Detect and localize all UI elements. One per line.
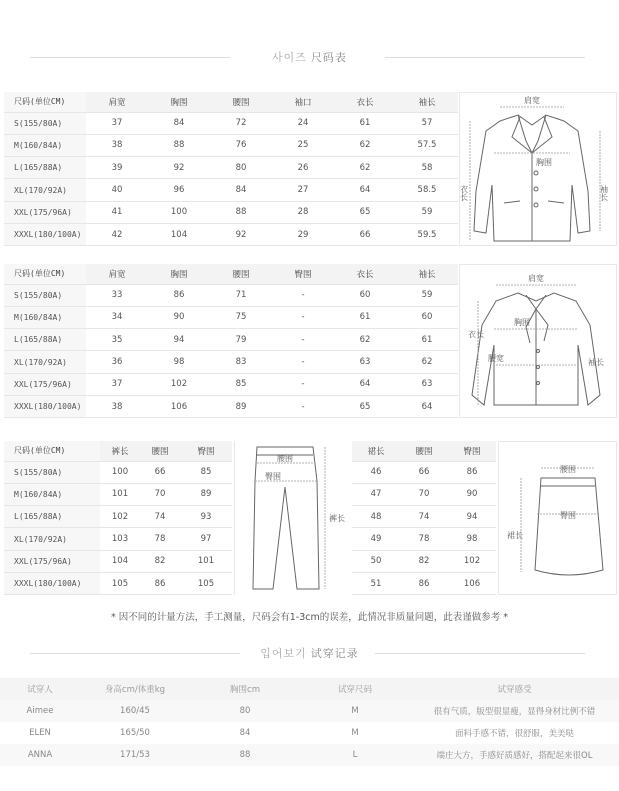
blouse-size-table [4,264,458,418]
size-chart-title: 사이즈 尺码表 [262,49,357,65]
table-row [4,528,232,550]
skirt-size-table [352,441,496,595]
table-cell: 74 [400,506,448,528]
table-row [4,395,458,417]
table-cell: 48 [352,506,400,528]
chest-label: 胸围 [514,318,530,327]
column-header: 试穿尺码 [300,678,410,700]
sleeve-label: 袖长 [599,185,609,201]
table-cell: 62 [334,329,396,351]
column-header: 腰围 [210,264,272,284]
shoulder-label: 肩宽 [528,274,544,283]
table-cell: 61 [334,306,396,328]
table-cell: L [300,744,410,766]
table-cell: 105 [180,572,232,594]
table-cell: 57 [396,112,458,134]
table-cell: 102 [448,550,496,572]
pants-size-table [4,441,232,595]
table-cell: 76 [210,134,272,156]
table-cell: ELEN [29,728,51,738]
table-cell: M(160/84A) [4,483,100,505]
table-cell: 86 [140,572,180,594]
trial-record-table [0,678,619,766]
table-cell: 94 [448,506,496,528]
table-cell: 84 [239,728,251,738]
table-row [4,373,458,395]
table-cell: 46 [352,461,400,483]
header-row [4,441,232,461]
waist-label: 腰围 [277,454,293,463]
table-cell: XXL(175/96A) [4,373,86,395]
column-header: 臀围 [272,264,334,284]
table-row [4,329,458,351]
table-cell: 60 [334,284,396,306]
table-cell: 104 [148,223,210,245]
table-cell: 86 [148,284,210,306]
table-cell: 66 [140,461,180,483]
header-row [0,678,619,700]
jacket-diagram [459,92,617,246]
table-cell: 57.5 [396,134,458,156]
table-cell: 70 [400,483,448,505]
column-header: 衣长 [334,264,396,284]
column-header: 试穿人 [0,678,80,700]
table-cell: 59 [396,201,458,223]
table-cell: 71 [210,284,272,306]
table-cell: 28 [272,201,334,223]
table-cell: 100 [148,201,210,223]
column-header: 胸围cm [190,678,300,700]
table-cell: 66 [400,461,448,483]
table-cell: S(155/80A) [4,284,86,306]
table-cell: 105 [100,572,140,594]
table-cell: 37 [86,373,148,395]
table-cell: 82 [400,550,448,572]
column-header: 胸围 [148,264,210,284]
table-cell: 63 [396,373,458,395]
waist-label: 腰围 [560,465,576,474]
table-row [352,528,496,550]
divider [30,57,230,58]
table-cell: 47 [352,483,400,505]
table-cell: 26 [272,157,334,179]
table-cell: S(155/80A) [4,112,86,134]
table-cell: XXL(175/96A) [4,201,86,223]
table-cell: 63 [334,351,396,373]
table-cell: 61 [396,329,458,351]
table-cell: 62 [334,134,396,156]
table-cell: 29 [272,223,334,245]
table-row [4,157,458,179]
table-cell: 79 [210,329,272,351]
divider [385,57,585,58]
table-cell: - [272,351,334,373]
column-header: 腰围 [210,92,272,112]
table-cell: 82 [140,550,180,572]
column-header: 袖长 [396,92,458,112]
table-cell: 88 [190,744,300,766]
table-row [4,506,232,528]
table-row [4,223,458,245]
table-cell: XL(170/92A) [4,528,100,550]
table-row [4,461,232,483]
blouse-diagram [459,264,617,418]
column-header: 臀围 [180,441,232,461]
table-row [0,722,619,744]
header-row [4,92,458,112]
table-cell: 90 [148,306,210,328]
table-cell: 34 [86,306,148,328]
column-header: 肩宽 [86,92,148,112]
table-cell: 65 [334,201,396,223]
divider [375,653,585,654]
table-cell: 38 [86,395,148,417]
table-cell: 101 [180,550,232,572]
table-cell: 38 [86,134,148,156]
table-cell: 104 [100,550,140,572]
table-cell: 171/53 [80,744,190,766]
table-cell: 98 [448,528,496,550]
jacket-size-table [4,92,458,246]
table-cell: 84 [148,112,210,134]
table-row [0,744,619,766]
table-cell: M(160/84A) [4,134,86,156]
table-row [4,306,458,328]
divider [30,653,240,654]
table-cell: 88 [148,134,210,156]
column-header: 尺码(单位CM) [4,264,86,284]
header-row [4,264,458,284]
table-cell: 58.5 [396,179,458,201]
table-cell: 102 [100,506,140,528]
trial-record-header [0,643,619,663]
table-cell: 66 [334,223,396,245]
table-cell: 92 [210,223,272,245]
table-cell: 33 [86,284,148,306]
chest-label: 胸围 [536,158,552,167]
table-cell: 64 [334,373,396,395]
table-cell: 60 [396,306,458,328]
table-cell: 41 [86,201,148,223]
table-row [0,700,619,722]
table-cell: 103 [100,528,140,550]
table-cell: 61 [334,112,396,134]
table-cell: 62 [334,157,396,179]
size-disclaimer: * 因不同的计量方法，手工测量，尺码会有1-3cm的误差，此情况非质量问题，此表谨做参考 * [110,612,509,623]
waist-label: 腰宽 [488,354,504,363]
table-cell: 58 [396,157,458,179]
table-cell: L(165/88A) [4,506,100,528]
table-row [4,550,232,572]
table-row [352,461,496,483]
table-cell: 64 [334,179,396,201]
table-cell: 59.5 [396,223,458,245]
table-cell: 98 [148,351,210,373]
column-header: 臀围 [448,441,496,461]
table-cell: 83 [210,351,272,373]
table-cell: 96 [148,179,210,201]
hip-label: 臀围 [265,472,281,481]
table-cell: 74 [140,506,180,528]
table-cell: L(165/88A) [4,329,86,351]
table-cell: M(160/84A) [4,306,86,328]
column-header: 胸围 [148,92,210,112]
table-cell: 42 [86,223,148,245]
table-cell: 39 [86,157,148,179]
table-cell: 86 [400,572,448,594]
table-cell: 93 [180,506,232,528]
column-header: 腰围 [400,441,448,461]
table-cell: 51 [352,572,400,594]
table-cell: 59 [396,284,458,306]
table-cell: XXXL(180/100A) [4,572,100,594]
table-cell: XL(170/92A) [4,179,86,201]
table-cell: 端庄大方，手感好质感好，搭配起来很OL [410,744,619,766]
length-label: 衣长 [460,185,469,201]
table-cell: 100 [100,461,140,483]
table-cell: 90 [448,483,496,505]
table-cell: 很有气质，版型很显瘦，显得身材比例不错 [410,700,619,722]
table-cell: 36 [86,351,148,373]
table-cell: - [272,329,334,351]
table-cell: 78 [140,528,180,550]
table-row [4,483,232,505]
table-cell: 25 [272,134,334,156]
table-cell: XXXL(180/100A) [4,223,86,245]
table-cell: Aimee [0,700,80,722]
column-header: 尺码(单位CM) [4,441,100,461]
table-row [352,572,496,594]
table-row [4,572,232,594]
table-cell: 165/50 [120,728,150,738]
table-cell: 78 [400,528,448,550]
column-header: 衣长 [334,92,396,112]
table-cell: 65 [334,395,396,417]
table-row [4,112,458,134]
table-cell: - [272,306,334,328]
table-cell: M [351,728,359,738]
table-cell: 37 [86,112,148,134]
table-cell: 106 [148,395,210,417]
table-cell: 89 [180,483,232,505]
column-header: 肩宽 [86,264,148,284]
table-cell: 35 [86,329,148,351]
table-cell: M [300,700,410,722]
table-cell: XXL(175/96A) [4,550,100,572]
trial-record-title: 입어보기 试穿记录 [250,645,369,661]
table-cell: 面料手感不错，很舒服，美美哒 [454,729,574,739]
table-cell: 84 [210,179,272,201]
length-label: 裤长 [329,514,345,523]
table-cell: 85 [210,373,272,395]
skirt-diagram [498,441,617,595]
table-cell: 49 [352,528,400,550]
table-cell: 160/45 [80,700,190,722]
sleeve-label: 袖长 [588,358,604,367]
table-cell: XXXL(180/100A) [4,395,86,417]
table-cell: 70 [140,483,180,505]
column-header: 袖口 [272,92,334,112]
table-cell: 106 [448,572,496,594]
pants-diagram [234,441,348,595]
table-cell: 40 [86,179,148,201]
table-cell: 72 [210,112,272,134]
table-row [352,506,496,528]
length-label: 衣长 [468,330,484,339]
table-cell: 97 [180,528,232,550]
column-header: 裤长 [100,441,140,461]
table-cell: 24 [272,112,334,134]
table-cell: 62 [396,351,458,373]
column-header: 身高cm/体重kg [80,678,190,700]
table-cell: 94 [148,329,210,351]
table-cell: 80 [210,157,272,179]
size-chart-header [0,47,619,67]
table-cell: - [272,395,334,417]
table-cell: 89 [210,395,272,417]
table-cell: XL(170/92A) [4,351,86,373]
column-header: 裙长 [352,441,400,461]
table-cell: 80 [190,700,300,722]
column-header: 袖长 [396,264,458,284]
table-row [352,483,496,505]
table-cell: 92 [148,157,210,179]
column-header: 腰围 [140,441,180,461]
column-header: 尺码(单位CM) [4,92,86,112]
table-row [4,179,458,201]
table-cell: 27 [272,179,334,201]
table-cell: ANNA [0,744,80,766]
table-cell: - [272,373,334,395]
table-cell: L(165/88A) [4,157,86,179]
table-cell: 102 [148,373,210,395]
table-cell: 75 [210,306,272,328]
table-cell: - [272,284,334,306]
table-row [352,550,496,572]
table-cell: 50 [352,550,400,572]
table-cell: 88 [210,201,272,223]
shoulder-label: 肩宽 [524,96,540,105]
table-row [4,134,458,156]
table-cell: 101 [100,483,140,505]
table-row [4,201,458,223]
hip-label: 臀围 [560,511,576,520]
table-row [4,284,458,306]
table-cell: 85 [180,461,232,483]
column-header: 试穿感受 [410,678,619,700]
table-row [4,351,458,373]
length-label: 裙长 [507,531,523,540]
table-cell: 86 [448,461,496,483]
table-cell: 64 [396,395,458,417]
table-cell: S(155/80A) [4,461,100,483]
header-row [352,441,496,461]
